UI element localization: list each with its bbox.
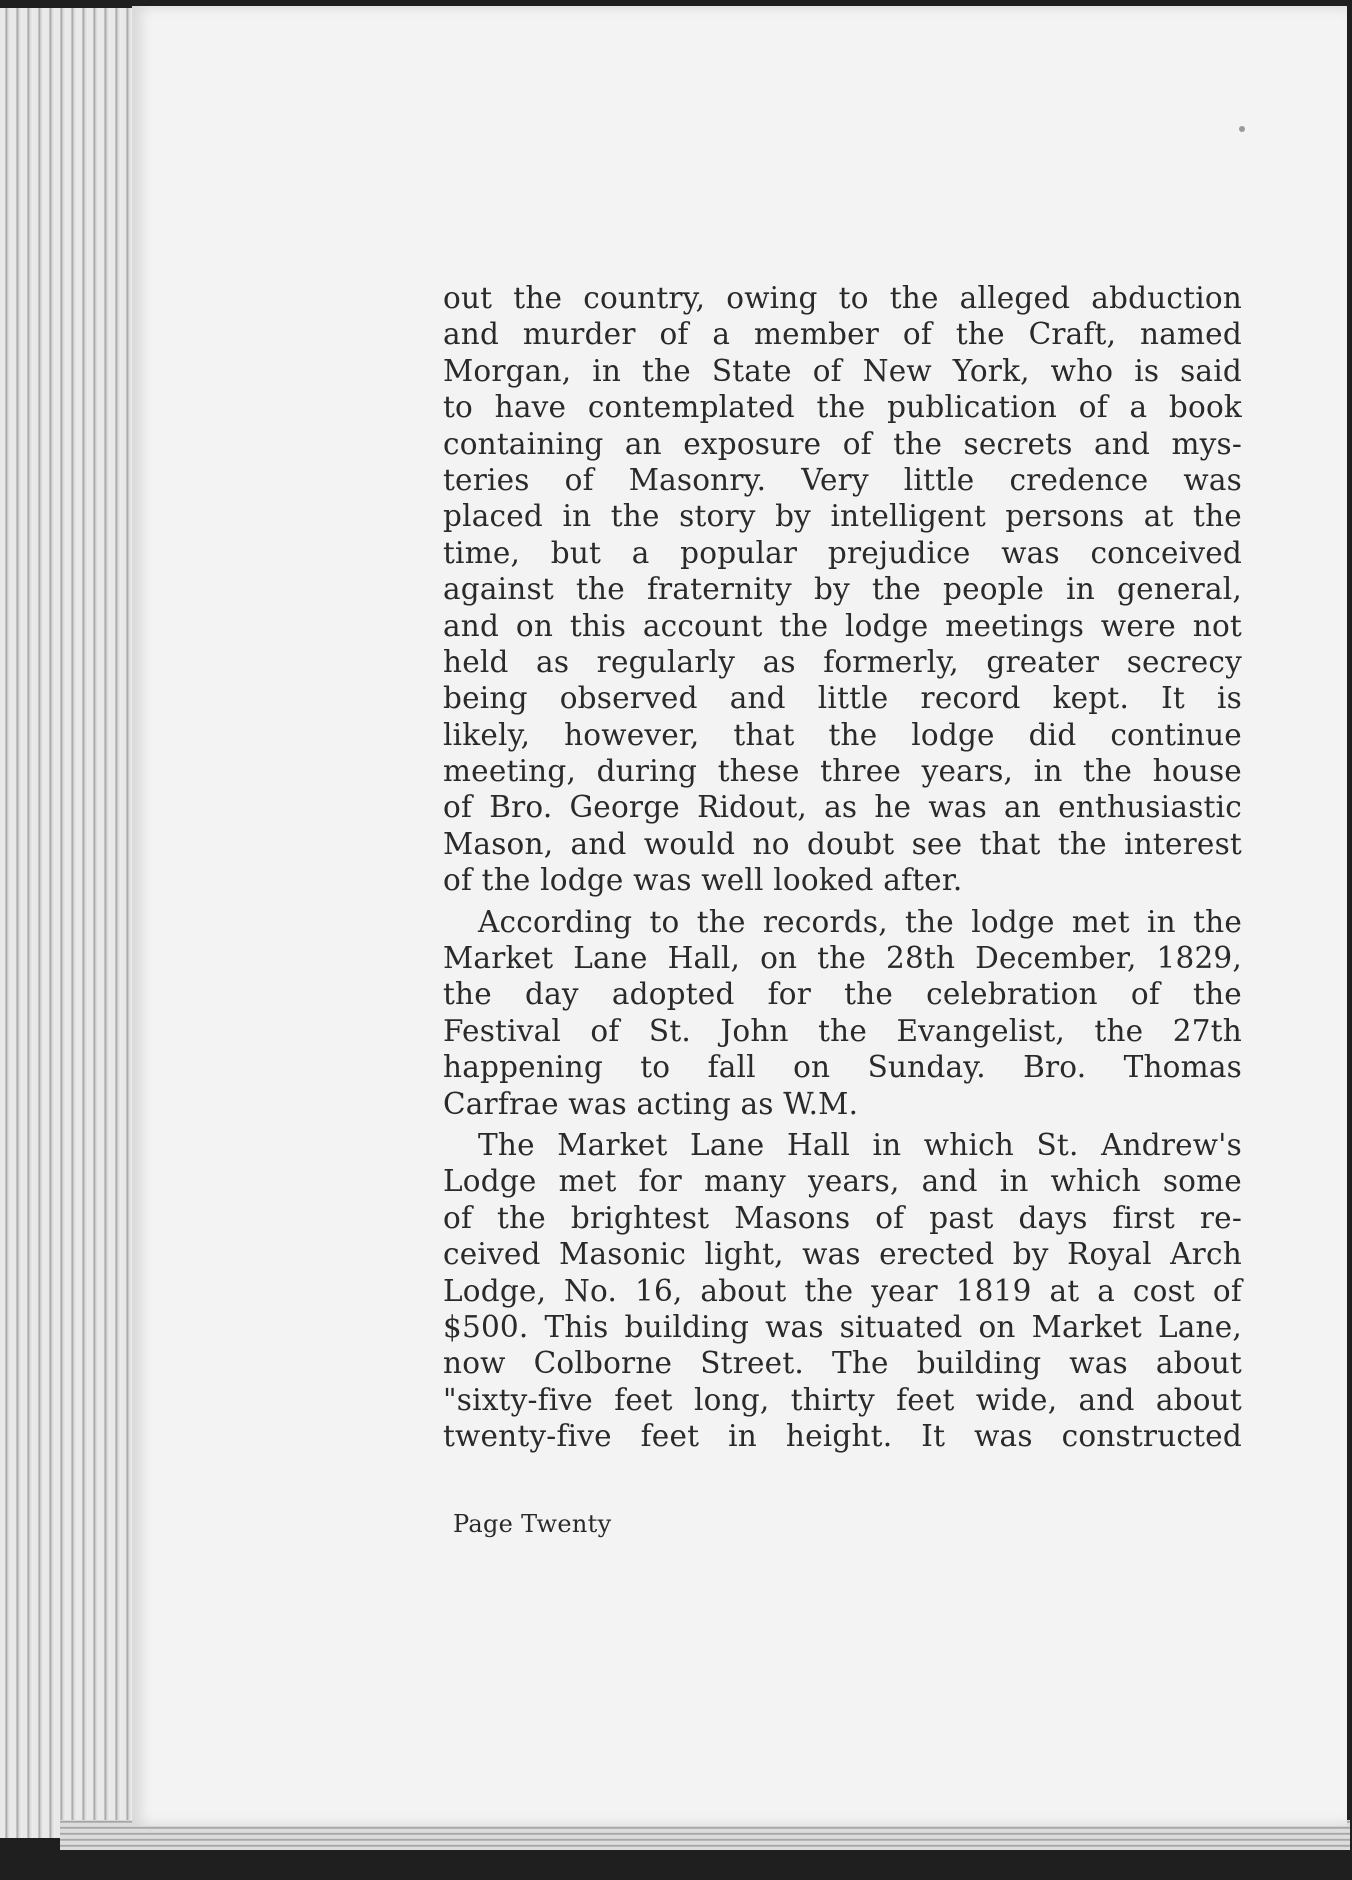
text-line: ceived Masonic light, was erected by Royal Arch <box>443 1237 1242 1272</box>
text-line: Mason, and would no doubt see that the interest <box>443 826 1242 861</box>
paper-speck <box>1239 126 1245 132</box>
text-line: held as regularly as formerly, greater secrecy <box>443 644 1242 679</box>
text-line: being observed and little record kept. It is <box>443 681 1242 716</box>
page-edges-left <box>0 8 140 1838</box>
text-line: Lodge, No. 16, about the year 1819 at a cost of <box>443 1273 1242 1308</box>
text-line: of Bro. George Ridout, as he was an enthusiastic <box>443 790 1242 825</box>
text-line: According to the records, the lodge met in the <box>478 904 1242 939</box>
text-line: of the lodge was well looked after. <box>443 863 963 898</box>
text-line: the day adopted for the celebration of the <box>443 977 1242 1012</box>
paragraph-2 <box>443 904 1242 1122</box>
paragraph-1 <box>443 280 1242 899</box>
text-line: placed in the story by intelligent persons at the <box>443 499 1242 534</box>
text-line: likely, however, that the lodge did continue <box>443 717 1242 752</box>
text-line: to have contemplated the publication of a book <box>443 390 1242 425</box>
text-line: meeting, during these three years, in the house <box>443 754 1242 789</box>
text-line: out the country, owing to the alleged abduction <box>443 281 1242 315</box>
text-line: of the brightest Masons of past days first re- <box>443 1200 1242 1235</box>
text-line: and on this account the lodge meetings were not <box>443 608 1242 643</box>
text-line: now Colborne Street. The building was about <box>443 1346 1242 1381</box>
text-line: happening to fall on Sunday. Bro. Thomas <box>443 1050 1242 1085</box>
text-line: and murder of a member of the Craft, named <box>443 317 1242 352</box>
text-line: Market Lane Hall, on the 28th December, 1829, <box>443 941 1242 976</box>
text-line: against the fraternity by the people in general, <box>443 572 1242 607</box>
text-line: containing an exposure of the secrets and mys- <box>443 426 1242 461</box>
text-line: $500. This building was situated on Market Lane, <box>443 1309 1242 1344</box>
paragraph-3 <box>443 1127 1242 1455</box>
text-line: Lodge met for many years, and in which some <box>443 1164 1242 1199</box>
page-number-footer: Page Twenty <box>453 1510 612 1538</box>
text-line: Festival of St. John the Evangelist, the 27th <box>443 1013 1242 1048</box>
body-text <box>443 280 1242 1460</box>
text-line: time, but a popular prejudice was conceived <box>443 535 1242 570</box>
text-line: twenty-five feet in height. It was constructed <box>443 1419 1242 1454</box>
text-line: teries of Masonry. Very little credence was <box>443 462 1242 497</box>
text-line: "sixty-five feet long, thirty feet wide, and about <box>443 1382 1242 1417</box>
text-line: Carfrae was acting as W.M. <box>443 1086 859 1121</box>
text-line: Morgan, in the State of New York, who is said <box>443 353 1242 388</box>
text-line: The Market Lane Hall in which St. Andrew's <box>478 1127 1242 1162</box>
